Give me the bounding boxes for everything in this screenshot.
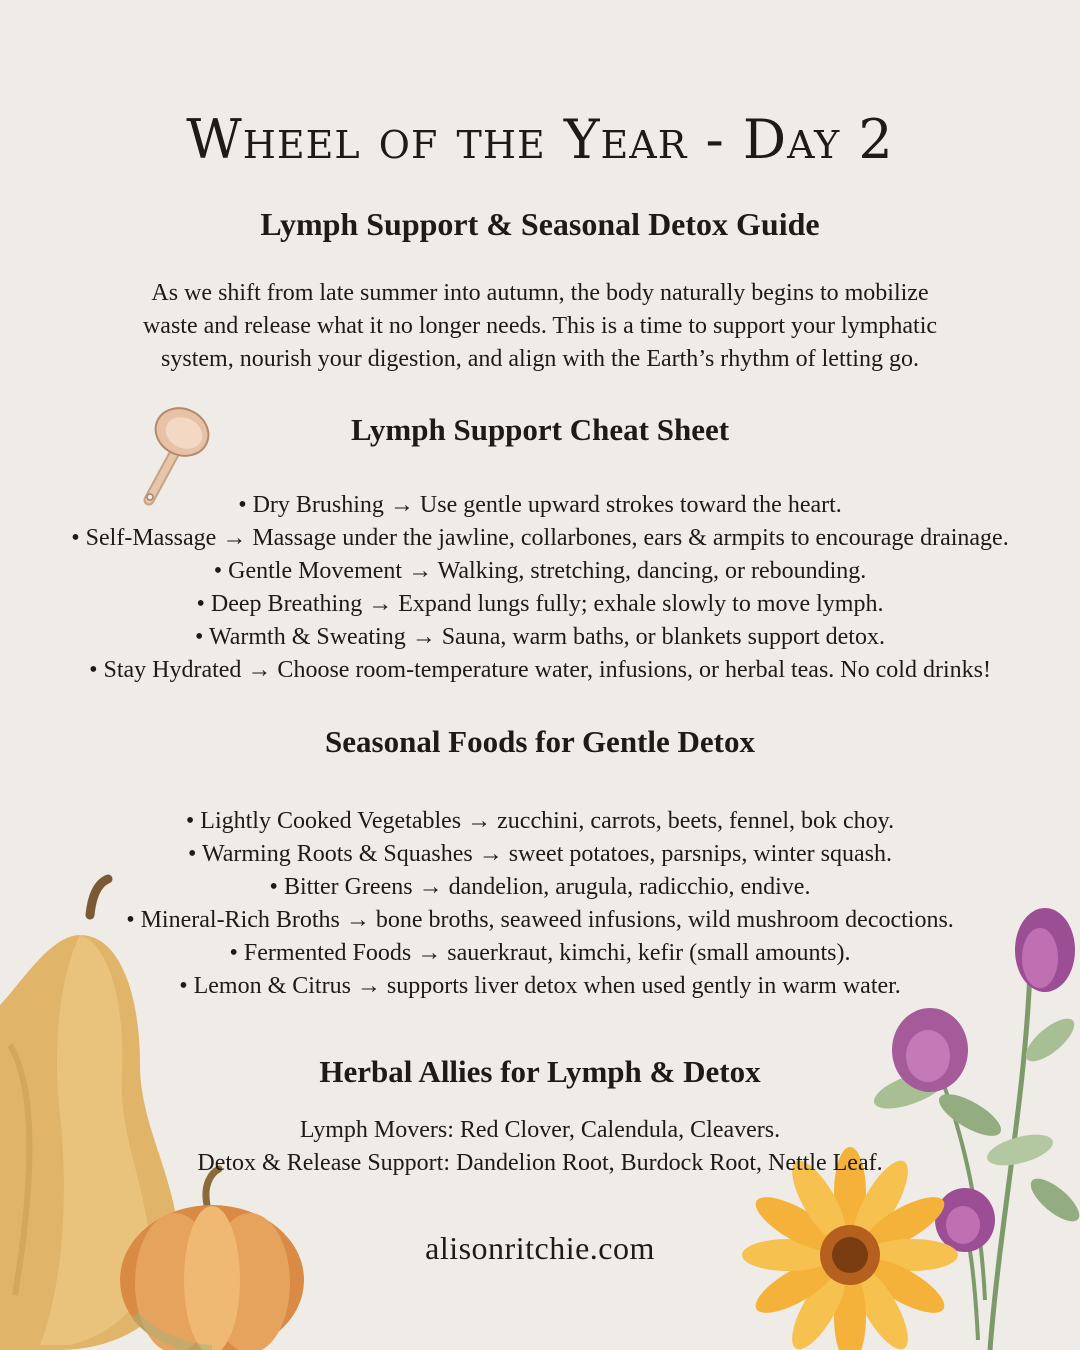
list-item: • Gentle Movement → Walking, stretching, dancing, or rebounding. xyxy=(213,558,867,584)
list-item: • Lemon & Citrus → supports liver detox when used gently in warm water. xyxy=(179,973,901,999)
foods-heading: Seasonal Foods for Gentle Detox xyxy=(325,724,755,759)
list-item: • Fermented Foods → sauerkraut, kimchi, kefir (small amounts). xyxy=(229,940,851,966)
intro-line: waste and release what it no longer needs. This is a time to support your lymphatic xyxy=(142,313,938,339)
website-link[interactable]: alisonritchie.com xyxy=(425,1230,655,1266)
list-item: • Dry Brushing → Use gentle upward strokes toward the heart. xyxy=(238,492,842,518)
page-subtitle: Lymph Support & Seasonal Detox Guide xyxy=(260,206,820,242)
list-item: • Warmth & Sweating → Sauna, warm baths, or blankets support detox. xyxy=(195,624,885,650)
intro-line: system, nourish your digestion, and align with the Earth’s rhythm of letting go. xyxy=(161,346,919,372)
intro-line: As we shift from late summer into autumn, the body naturally begins to mobilize xyxy=(151,280,929,306)
cheat-sheet-heading: Lymph Support Cheat Sheet xyxy=(350,412,730,447)
cheat-sheet-list xyxy=(0,489,1080,687)
herbs-list xyxy=(0,1114,1080,1180)
list-item: • Warming Roots & Squashes → sweet potatoes, parsnips, winter squash. xyxy=(188,841,892,867)
foods-list xyxy=(0,805,1080,1003)
list-item: Detox & Release Support: Dandelion Root, Burdock Root, Nettle Leaf. xyxy=(197,1150,883,1176)
list-item: • Mineral-Rich Broths → bone broths, seaweed infusions, wild mushroom decoctions. xyxy=(126,907,954,933)
list-item: • Deep Breathing → Expand lungs fully; exhale slowly to move lymph. xyxy=(196,591,884,617)
list-item: • Self-Massage → Massage under the jawline, collarbones, ears & armpits to encourage drainage. xyxy=(71,525,1009,551)
list-item: • Bitter Greens → dandelion, arugula, radicchio, endive. xyxy=(269,874,811,900)
list-item: Lymph Movers: Red Clover, Calendula, Cleavers. xyxy=(299,1117,781,1143)
list-item: • Lightly Cooked Vegetables → zucchini, carrots, beets, fennel, bok choy. xyxy=(185,808,895,834)
list-item: • Stay Hydrated → Choose room-temperature water, infusions, or herbal teas. No cold drinks! xyxy=(89,657,991,683)
herbs-heading: Herbal Allies for Lymph & Detox xyxy=(319,1054,761,1089)
page-title: Wheel of the Year - Day 2 xyxy=(186,108,894,171)
intro-paragraph xyxy=(0,277,1080,376)
